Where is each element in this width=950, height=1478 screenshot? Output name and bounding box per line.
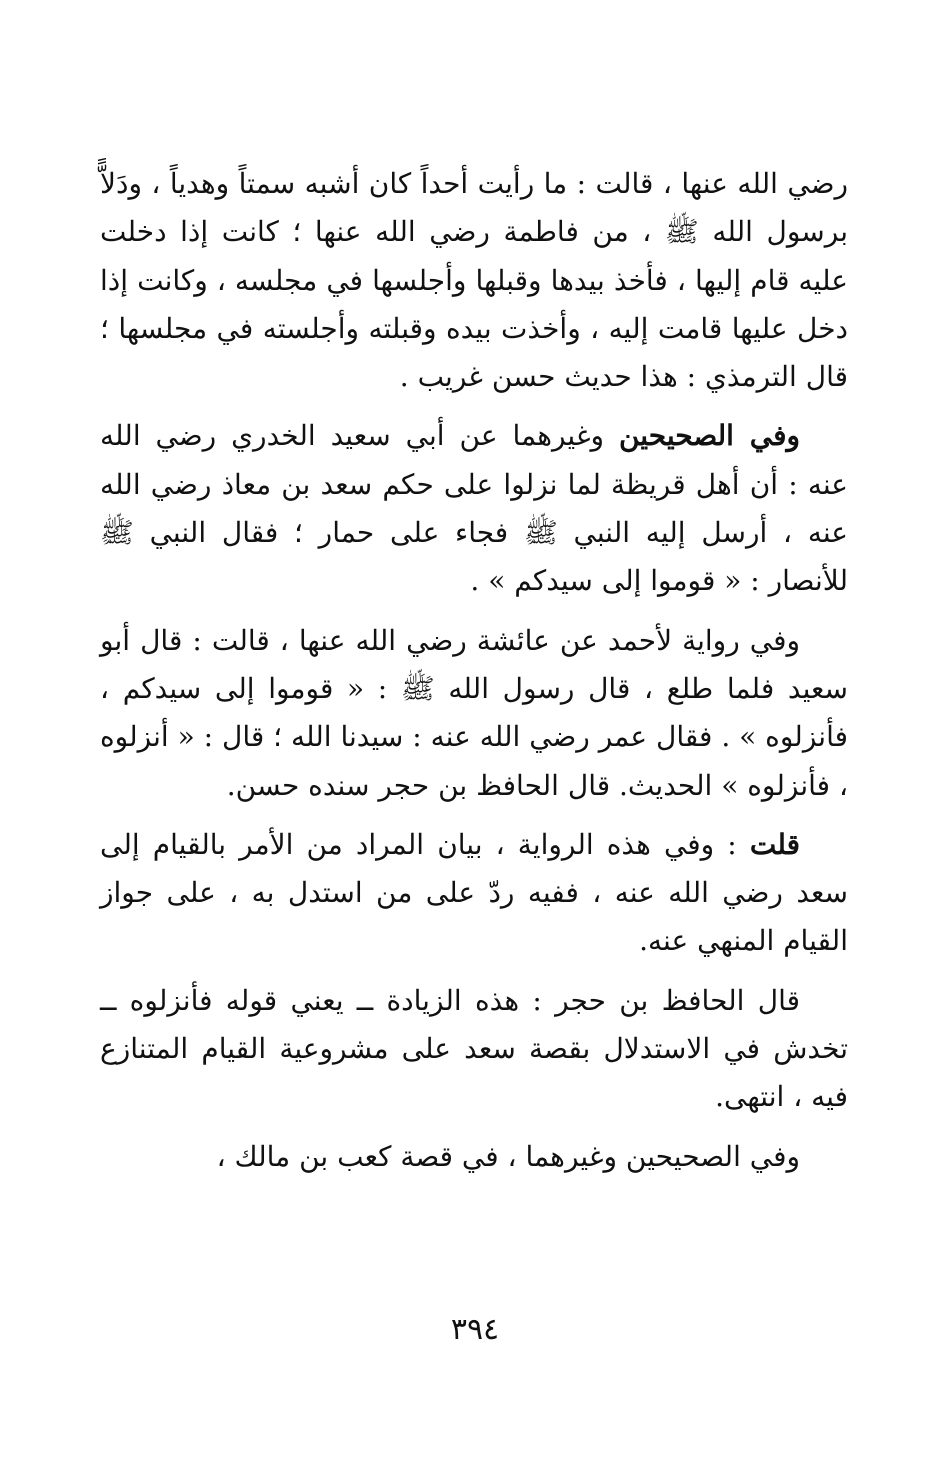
paragraph-text: قال الحافظ بن حجر : هذه الزيادة ــ يعني قوله فأنزلوه ــ تخدش في الاستدلال بقصة سعد على مشروعية القيام المتنازع فيه ، انتهى. [100,983,848,1114]
paragraph-text: : وفي هذه الرواية ، بيان المراد من الأمر بالقيام إلى سعد رضي الله عنه ، ففيه ردّ على من استدل به ، على جواز القيام المنهي عنه. [100,827,849,958]
paragraph-text: رضي الله عنها ، قالت : ما رأيت أحداً كان أشبه سمتاً وهدياً ، ودَلاًّ برسول الله ﷺ ، من فاطمة رضي الله عنها ؛ كانت إذا دخلت عليه قام إليها ، فأخذ بيدها وقبلها وأجلسها في مجلسه ، وكانت إذا دخل عليها قامت إليه ، وأخذت بيده وقبلته وأجلسته في مجلسها ؛ قال الترمذي : هذا حديث حسن غريب . [100,167,848,394]
paragraph-text: وفي الصحيحين وغيرهما ، في قصة كعب بن مالك ، [216,1139,800,1173]
paragraph-4 [100,821,848,966]
paragraph-text: وفي رواية لأحمد عن عائشة رضي الله عنها ، قالت : قال أبو سعيد فلما طلع ، قال رسول الله ﷺ : « قوموا إلى سيدكم ، فأنزلوه » . فقال عمر رضي الله عنه : سيدنا الله ؛ قال : « أنزلوه ، فأنزلوه » الحديث. قال الحافظ بن حجر سنده حسن. [100,623,848,802]
paragraph-1 [100,160,848,401]
paragraph-6 [100,1133,848,1181]
paragraph-lead: وفي الصحيحين [618,419,800,453]
page-number: ٣٩٤ [450,1312,500,1347]
paragraph-text: وغيرهما عن أبي سعيد الخدري رضي الله عنه : أن أهل قريظة لما نزلوا على حكم سعد بن معاذ رضي الله عنه ، أرسل إليه النبي ﷺ فجاء على حمار ؛ فقال النبي ﷺ للأنصار : « قوموا إلى سيدكم » . [100,419,848,598]
paragraph-5 [100,977,848,1122]
page-body [100,160,848,1181]
paragraph-lead: قلت [749,827,800,861]
paragraph-2 [100,412,848,605]
paragraph-3 [100,617,848,810]
